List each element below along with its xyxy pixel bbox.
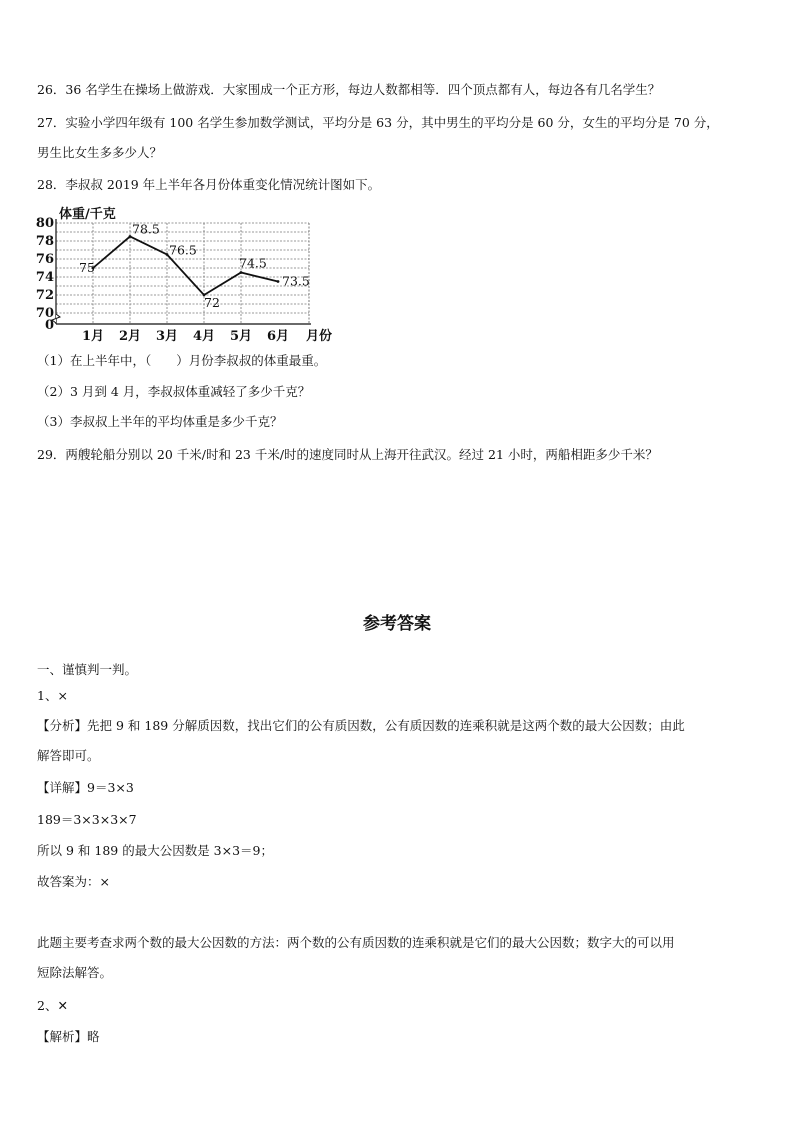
answer-1-step3: 所以 9 和 189 的最大公因数是 3×3＝9； [37,843,274,858]
data-point [129,235,132,238]
x-tick-label: 2月 [118,329,142,344]
y-tick-label: 72 [36,288,54,303]
data-point [277,280,280,283]
chart-labels [36,206,332,344]
x-tick-label: 4月 [192,329,216,344]
x-axis-title: 月份 [305,329,333,344]
x-tick-label: 1月 [81,329,105,344]
data-label: 76.5 [169,242,197,258]
answer-1-conclusion: 故答案为：× [37,874,110,889]
question-28-part1: （1）在上半年中，（ ）月份李叔叔的体重最重。 [37,353,327,368]
data-label: 73.5 [282,273,310,289]
question-28-part3: （3）李叔叔上半年的平均体重是多少千克？ [37,414,283,429]
answer-1-note-line2: 短除法解答。 [37,965,113,980]
x-tick-label: 5月 [229,329,253,344]
data-label: 78.5 [132,221,160,237]
question-28-part2: （2）3 月到 4 月，李叔叔体重减轻了多少千克？ [37,384,311,399]
x-tick-label: 3月 [155,329,179,344]
answer-1-step2: 189＝3×3×3×7 [37,812,137,827]
data-point [166,253,169,256]
answer-1-analysis-line1: 【分析】先把 9 和 189 分解质因数，找出它们的公有质因数，公有质因数的连乘积就是这两个数的最大公因数；由此 [37,718,685,733]
answer-2-analysis: 【解析】略 [37,1029,100,1044]
y-tick-label: 80 [36,216,54,231]
weight-line-chart [36,199,346,349]
y-tick-label: 70 [36,306,54,321]
data-label: 72 [204,295,220,310]
y-tick-label: 0 [44,318,54,333]
answer-2: 2、✕ [37,998,68,1013]
answer-1-analysis-line2: 解答即可。 [37,748,100,763]
answers-title: 参考答案 [363,614,431,634]
question-27-line1: 27．实验小学四年级有 100 名学生参加数学测试，平均分是 63 分，其中男生的平均分是 60 分，女生的平均分是 70 分， [37,115,719,130]
answer-1-detail: 【详解】9＝3×3 [37,780,134,795]
y-tick-label: 74 [36,270,54,285]
y-tick-label: 78 [36,234,54,249]
question-29: 29．两艘轮船分别以 20 千米/时和 23 千米/时的速度同时从上海开往武汉。经过 21 小时，两船相距多少千米？ [37,447,658,462]
question-26: 26．36 名学生在操场上做游戏．大家围成一个正方形，每边人数都相等．四个顶点都有人，每边各有几名学生？ [37,82,661,97]
answer-1-note-line1: 此题主要考查求两个数的最大公因数的方法：两个数的公有质因数的连乘积就是它们的最大公因数；数字大的可以用 [37,935,675,950]
question-28: 28．李叔叔 2019 年上半年各月份体重变化情况统计图如下。 [37,177,381,192]
question-27-line2: 男生比女生多多少人？ [37,145,163,160]
data-point [240,271,243,274]
y-axis-title: 体重/千克 [59,207,116,222]
x-tick-label: 6月 [266,329,290,344]
answer-1: 1、× [37,688,68,703]
data-label: 74.5 [239,255,267,271]
y-tick-label: 76 [36,252,54,267]
section-heading: 一、谨慎判一判。 [37,662,138,677]
data-label: 75 [79,260,95,275]
